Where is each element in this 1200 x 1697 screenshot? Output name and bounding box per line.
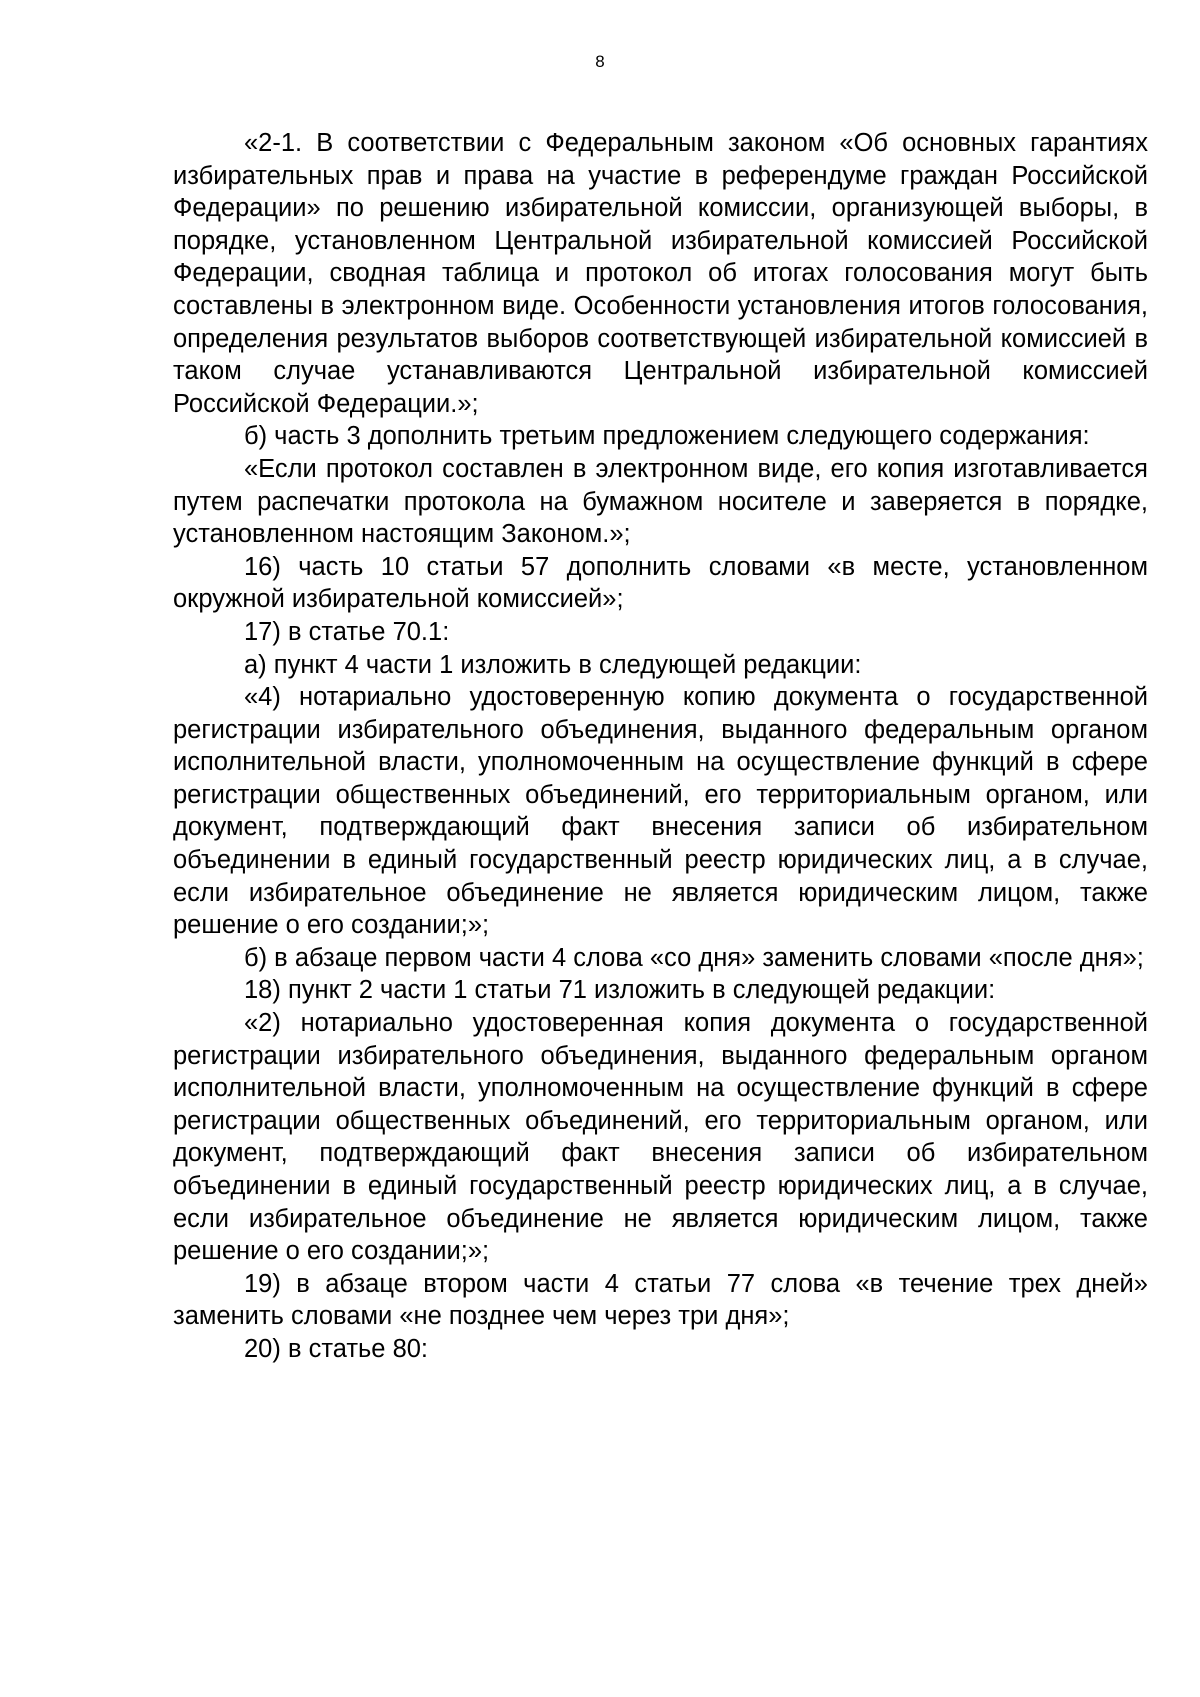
paragraph-item-19: 19) в абзаце втором части 4 статьи 77 слова «в течение трех дней» заменить словами «не позднее чем через три дня»; [173,1269,1148,1331]
page-number: 8 [595,52,605,71]
paragraph-item-18: 18) пункт 2 части 1 статьи 71 изложить в следующей редакции: [244,976,996,1005]
paragraph-item-17-a: а) пункт 4 части 1 изложить в следующей редакции: [244,650,862,679]
paragraph-item-16: 16) часть 10 статьи 57 дополнить словами «в месте, установленном окружной избирательной комиссией»; [173,552,1148,614]
paragraph-b-part-3: б) часть 3 дополнить третьим предложением следующего содержания: [244,422,1090,451]
paragraph-electronic-protocol-copy: «Если протокол составлен в электронном виде, его копия изготавливается путем распечатки протокола на бумажном носителе и заверяется в порядке, установленном настоящим Законом.»; [173,454,1148,549]
document-body [173,127,1148,1366]
paragraph-item-18-text: «2) нотариально удостоверенная копия документа о государственной регистрации избирательного объединения, выданного федеральным органом исполнительной власти, уполномоченным на осуществление функций в сфере регистрации общественных объединений, его территориальным органом, или документ, подтверждающий факт внесения записи об избирательном объединении в единый государственный реестр юридических лиц, а в случае, если избирательное объединение не является юридическим лицом, также решение о его создании;»; [173,1009,1148,1266]
paragraph-item-17-a-text: «4) нотариально удостоверенную копию документа о государственной регистрации избирательного объединения, выданного федеральным органом исполнительной власти, уполномоченным на осуществление функций в сфере регистрации общественных объединений, его территориальным органом, или документ, подтверждающий факт внесения записи об избирательном объединении в единый государственный реестр юридических лиц, а в случае, если избирательное объединение не является юридическим лицом, также решение о его создании;»; [173,683,1148,940]
paragraph-clause-2-1: «2-1. В соответствии с Федеральным законом «Об основных гарантиях избирательных прав и права на участие в референдуме граждан Российской Федерации» по решению избирательной комиссии, организующей выборы, в порядке, установленном Центральной избирательной комиссией Российской Федерации, сводная таблица и протокол об итогах голосования могут быть составлены в электронном виде. Особенности установления итогов голосования, определения результатов выборов соответствующей избирательной комиссией в таком случае устанавливаются Центральной избирательной комиссией Российской Федерации.»; [173,129,1148,418]
paragraph-item-17: 17) в статье 70.1: [244,617,450,646]
paragraph-item-20: 20) в статье 80: [244,1334,429,1363]
paragraph-item-17-b: б) в абзаце первом части 4 слова «со дня» заменить словами «после дня»; [244,943,1144,972]
